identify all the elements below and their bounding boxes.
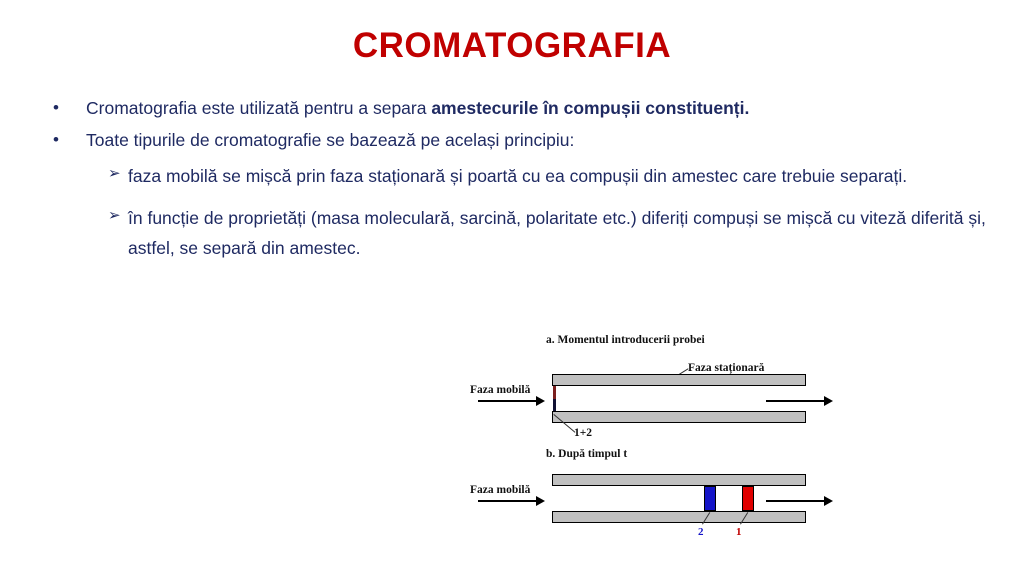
band-1-number-label: 1 [736,526,742,538]
bullet-marker-icon: • [53,129,59,149]
stationary-phase-top-bar [552,374,806,386]
mobile-phase-arrow-head-b [536,496,545,506]
list-item [36,96,1016,121]
sub-list-item [36,203,1016,263]
arrow-bullet-icon: ➢ [108,205,121,224]
panel-b-caption: b. După timpul t [546,448,628,460]
sample-label: 1+2 [574,427,593,439]
bullet-marker-icon: • [53,98,59,117]
compound-band-1 [742,486,754,511]
mobile-phase-arrow-head-a [536,396,545,406]
outflow-arrow-line-a [766,400,824,402]
arrow-bullet-icon: ➢ [108,163,121,182]
sub-bullet-text: faza mobilă se mișcă prin faza staționară și poartă cu ea compușii din amestec care trebuie separați. [128,165,908,186]
stationary-phase-label: Faza staționară [688,362,765,374]
outflow-arrow-line-b [766,500,824,502]
sub-bullet-text: în funcție de proprietăți (masa moleculară, sarcină, polaritate etc.) diferiți compuși se mișcă cu viteză diferită și, astfel, se separă din amestec. [128,207,986,258]
outflow-arrow-head-a [824,396,833,406]
mobile-phase-label-b: Faza mobilă [470,484,531,496]
chromatography-diagram [470,332,860,568]
bullet-text [86,96,1016,121]
panel-a-caption: a. Momentul introducerii probei [546,334,705,346]
stationary-phase-bottom-bar [552,411,806,423]
outflow-arrow-head-b [824,496,833,506]
bullet-text-bold: amestecurile în compușii constituenți. [431,98,750,118]
bullet-text-normal: Cromatografia este utilizată pentru a separa [86,98,432,118]
bullet-text: Toate tipurile de cromatografie se bazează pe același principiu: [86,129,575,150]
stationary-phase-bottom-bar-b [552,511,806,523]
mobile-phase-arrow-line-b [478,500,536,502]
list-item [36,128,1016,153]
mobile-phase-arrow-line-a [478,400,536,402]
page-title: CROMATOGRAFIA [352,26,672,65]
band-2-number-label: 2 [698,526,704,538]
sample-band [553,386,556,411]
compound-band-2 [704,486,716,511]
bullet-list [36,96,1016,265]
sub-list-item [36,161,1016,191]
mobile-phase-label-a: Faza mobilă [470,384,531,396]
stationary-phase-top-bar-b [552,474,806,486]
